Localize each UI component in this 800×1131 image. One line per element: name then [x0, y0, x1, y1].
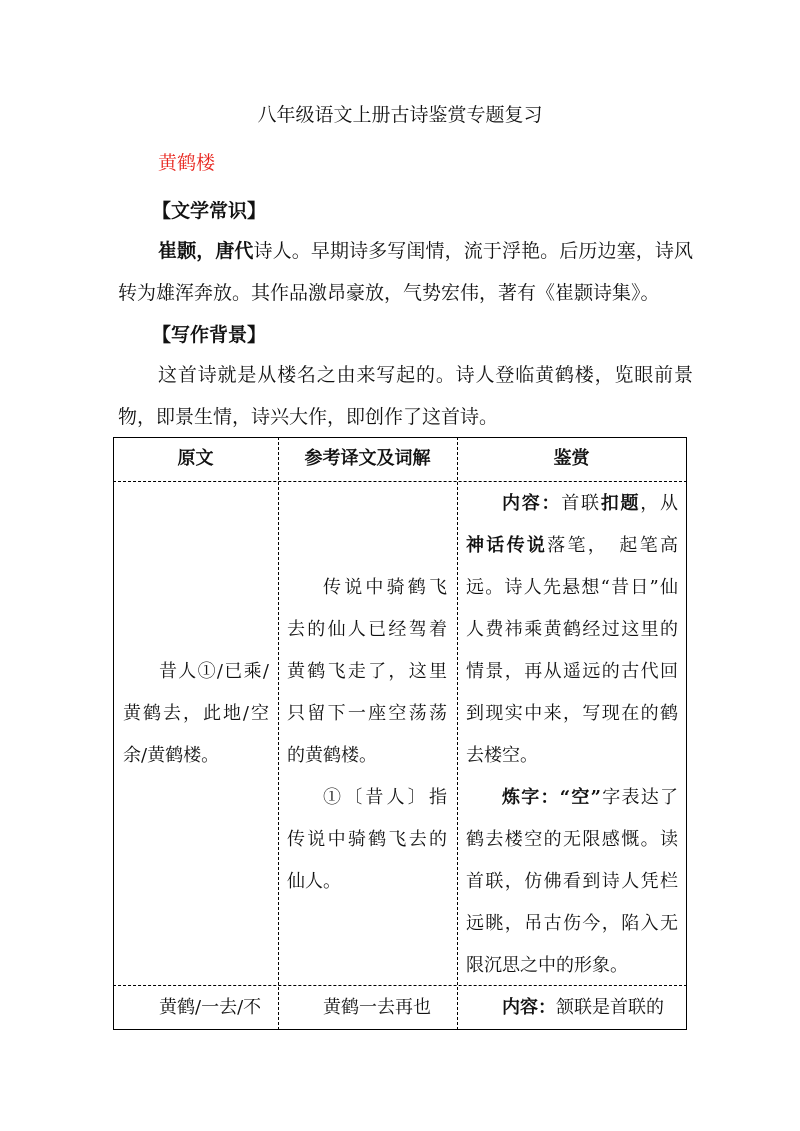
- header-translation: 参考译文及词解: [304, 448, 431, 469]
- a1-pre: 首联: [561, 493, 601, 514]
- a2-bold: “空”: [559, 787, 601, 808]
- row1-original: 昔人①/已乘/黄鹤去，此地/空余/黄鹤楼。: [123, 661, 269, 766]
- row2-content-text: 颔联是首联的: [556, 997, 664, 1018]
- table-left-border: [113, 437, 114, 1030]
- table-bottom-border: [113, 1029, 687, 1030]
- page-title: 八年级语文上册古诗鉴赏专题复习: [257, 104, 543, 126]
- author-dynasty: 唐代: [215, 240, 254, 262]
- word-label: 炼字：: [502, 787, 560, 808]
- header-appreciation: 鉴赏: [553, 448, 590, 469]
- a2-post: 字表达了鹤去楼空的无限感慨。读首联，仿佛看到诗人凭栏远眺，吊古伤今，陷入无限沉思之中的形象。: [466, 787, 678, 976]
- row1-note: ①〔昔人〕指传说中骑鹤飞去的仙人。: [287, 787, 447, 892]
- poem-title: 黄鹤楼: [158, 152, 216, 174]
- author-name: 崔颢: [158, 240, 197, 262]
- a1-post: 落笔， 起笔高远。诗人先悬想“昔日”仙人费祎乘黄鹤经过这里的情景，再从遥远的古代回到现实中来，写现在的鹤去楼空。: [466, 535, 679, 766]
- row2-original: 黄鹤/一去/不: [159, 997, 262, 1018]
- row1-appreciation-word: [466, 777, 678, 987]
- background-paragraph: 这首诗就是从楼名之由来写起的。诗人登临黄鹤楼，览眼前景物，即景生情，诗兴大作，即创作了这首诗。: [118, 364, 693, 428]
- table-right-border: [686, 437, 687, 1030]
- row2-translation: 黄鹤一去再也: [323, 997, 431, 1018]
- row2-content-label: 内容：: [502, 997, 556, 1018]
- row2-appreciation: [466, 987, 678, 1029]
- author-sep: ，: [196, 240, 216, 262]
- a1-mid: ，从: [640, 493, 678, 514]
- section-heading-literary-knowledge: 【文学常识】: [152, 200, 267, 222]
- poem-analysis-table: [113, 437, 687, 1030]
- row1-appreciation-content: [466, 483, 678, 777]
- author-intro-paragraph: [118, 230, 693, 314]
- header-original: 原文: [177, 448, 214, 469]
- row1-translation: 传说中骑鹤飞去的仙人已经驾着黄鹤飞走了，这里只留下一座空荡荡的黄鹤楼。: [287, 577, 447, 766]
- table-col-divider-2: [457, 437, 458, 1030]
- row1-translation-cell: [287, 567, 447, 903]
- table-header-divider: [113, 481, 687, 482]
- table-col-divider-1: [278, 437, 279, 1030]
- section-heading-writing-background: 【写作背景】: [152, 324, 267, 346]
- row1-appreciation-cell: [466, 483, 678, 987]
- content-label: 内容：: [502, 493, 562, 514]
- author-intro-text: 诗人。早期诗多写闺情，流于浮艳。后历边塞，诗风转为雄浑奔放。其作品激昂豪放，气势宏伟，著有《崔颢诗集》。: [118, 240, 693, 304]
- a1-bold-1: 扣题: [600, 493, 641, 514]
- a1-bold-2: 神话传说: [466, 535, 548, 556]
